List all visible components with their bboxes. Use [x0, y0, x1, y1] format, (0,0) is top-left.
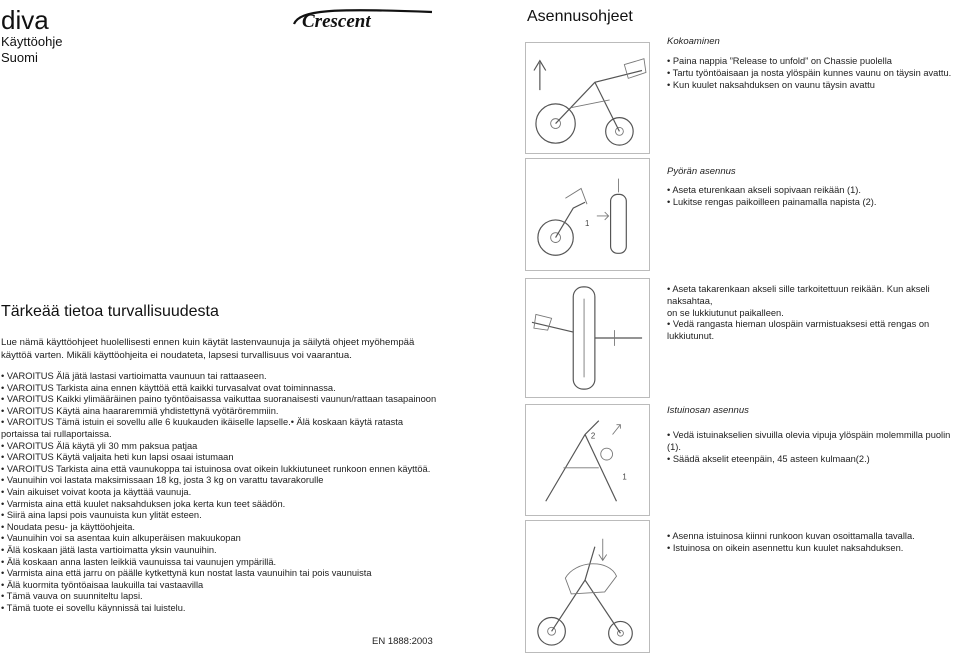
- left-page: [0, 0, 445, 656]
- warning-item: • VAROITUS Älä jätä lastasi vartioimatta vaunuun tai rattaaseen.: [1, 371, 267, 381]
- step-item: • Lukitse rengas paikoilleen painamalla napista (2).: [667, 196, 877, 207]
- standard-label: EN 1888:2003: [372, 636, 433, 647]
- warning-item: • Älä koskaan anna lasten leikkiä vaunuissa tai vaunujen ympärillä.: [1, 556, 277, 567]
- svg-text:2: 2: [590, 431, 596, 441]
- step-item: on se lukkiutunut paikalleen.: [667, 307, 784, 318]
- step-item: • Asenna istuinosa kiinni runkoon kuvan osoittamalla tavalla.: [667, 531, 915, 541]
- document-language: Suomi: [1, 50, 38, 65]
- warning-item: • Älä kuormita työntöaisaa laukuilla tai vastaavilla: [1, 579, 204, 590]
- seat-attach-illustration: [525, 520, 650, 653]
- step-item: • Säädä akselit eteenpäin, 45 asteen kulmaan(2.): [667, 453, 870, 464]
- warning-item: • Vaunuihin voi lastata maksimissaan 18 kg, josta 3 kg on varattu tavarakorulle: [1, 475, 324, 486]
- stroller-unfold-icon: [526, 43, 649, 153]
- rear-wheel-icon: [526, 279, 649, 397]
- crescent-logo: [292, 6, 438, 32]
- seat-attach-steps: [667, 531, 957, 555]
- warning-item: • VAROITUS Käytä aina haararemmiä yhdistettynä vyötäröremmiin.: [1, 405, 279, 416]
- seat-lever-icon: [526, 405, 649, 515]
- warning-item: • Siirä aina lapsi pois vaunuista kun ylität esteen.: [1, 510, 202, 521]
- document-title: diva: [1, 5, 49, 35]
- svg-text:1: 1: [585, 218, 590, 228]
- front-wheel-illustration: [525, 158, 650, 271]
- warning-item: • Tämä vauva on suunniteltu lapsi.: [1, 591, 143, 602]
- warning-item: • VAROITUS Älä käytä yli 30 mm paksua patjaa: [1, 440, 198, 451]
- section-title-safety: Tärkeää tietoa turvallisuudesta: [1, 303, 219, 320]
- rear-wheel-steps: [667, 284, 957, 343]
- heading-assembly: Kokoaminen: [667, 36, 720, 47]
- warning-item: • Vaunuihin voi sa asentaa kuin alkuperäisen makuukopan: [1, 533, 241, 544]
- warning-item: • VAROITUS Tarkista aina että vaunukoppa tai istuinosa ovat oikein lukkiutuneet runkoon ennen käyttöä.: [1, 463, 431, 474]
- front-wheel-icon: [526, 159, 649, 270]
- safety-intro: Lue nämä käyttöohjeet huolellisesti ennen kuin käytät lastenvaunuja ja säilytä ohjeet myöhempää käyttöä varten. Mikäli käyttöohjeita ei noudateta, lapsesi turvallisuus voi vaarantua.: [1, 337, 415, 361]
- step-item: • Istuinosa on oikein asennettu kun kuulet naksahduksen.: [667, 542, 904, 553]
- warning-item: • Varmista aina että kuulet naksahduksen joka kerta kun teet säädön.: [1, 498, 286, 509]
- document-subtitle: Käyttöohje: [1, 34, 63, 49]
- seat-attach-icon: [526, 521, 649, 652]
- svg-text:1: 1: [622, 472, 627, 482]
- warning-item: • Älä koskaan jätä lasta vartioimatta yksin vaunuihin.: [1, 544, 217, 555]
- step-item: • Aseta takarenkaan akseli sille tarkoitettuun reikään. Kun akseli naksahtaa,: [667, 284, 930, 306]
- heading-seat: Istuinosan asennus: [667, 405, 749, 416]
- warning-item: • Varmista aina että jarru on päälle kytkettynä kun nostat lasta vaunuihin tai pois vaunuista: [1, 568, 372, 579]
- warning-item: • VAROITUS Tarkista aina ennen käyttöä että kaikki turvasalvat ovat toiminnassa.: [1, 382, 336, 393]
- step-item: • Vedä istuinakselien sivuilla olevia vipuja ylöspäin molemmilla puolin (1).: [667, 430, 951, 452]
- assembly-steps: [667, 56, 957, 91]
- step-item: • Tartu työntöaisaan ja nosta ylöspäin kunnes vaunu on täysin avattu.: [667, 67, 952, 78]
- assembly-title: Asennusohjeet: [527, 8, 633, 25]
- step-item: • Paina nappia ”Release to unfold” on Chassie puolella: [667, 56, 892, 66]
- seat-lever-illustration: [525, 404, 650, 516]
- warning-item: • Tämä tuote ei sovellu käynnissä tai luistelu.: [1, 602, 186, 613]
- seat-steps: [667, 430, 957, 465]
- step-item: • Vedä rangasta hieman ulospäin varmistuaksesi että rengas on lukkiutunut.: [667, 319, 930, 342]
- warning-item: • VAROITUS Kaikki ylimääräinen paino työntöaisassa vaikuttaa suoranaisesti vaunun/rattaan tasapainoon: [1, 394, 437, 405]
- warning-item: • VAROITUS Käytä valjaita heti kun lapsi osaai istumaan: [1, 452, 234, 463]
- warning-item: • Vain aikuiset voivat koota ja käyttää vaunuja.: [1, 486, 192, 497]
- warning-item: • Noudata pesu- ja käyttöohjeita.: [1, 521, 136, 532]
- heading-wheel: Pyörän asennus: [667, 166, 736, 177]
- svg-text:Crescent: Crescent: [302, 11, 371, 32]
- step-item: • Aseta eturenkaan akseli sopivaan reikään (1).: [667, 185, 861, 195]
- rear-wheel-illustration: [525, 278, 650, 398]
- wheel-steps: [667, 185, 957, 209]
- stroller-unfold-illustration: [525, 42, 650, 154]
- warning-item: • VAROITUS Tämä istuin ei sovellu alle 6 kuukauden ikäiselle lapselle.• Älä koskaan käytä ratasta portaissa tai rullaportaissa.: [1, 417, 403, 439]
- warnings-list: [1, 371, 441, 614]
- step-item: • Kun kuulet naksahduksen on vaunu täysin avattu: [667, 79, 875, 90]
